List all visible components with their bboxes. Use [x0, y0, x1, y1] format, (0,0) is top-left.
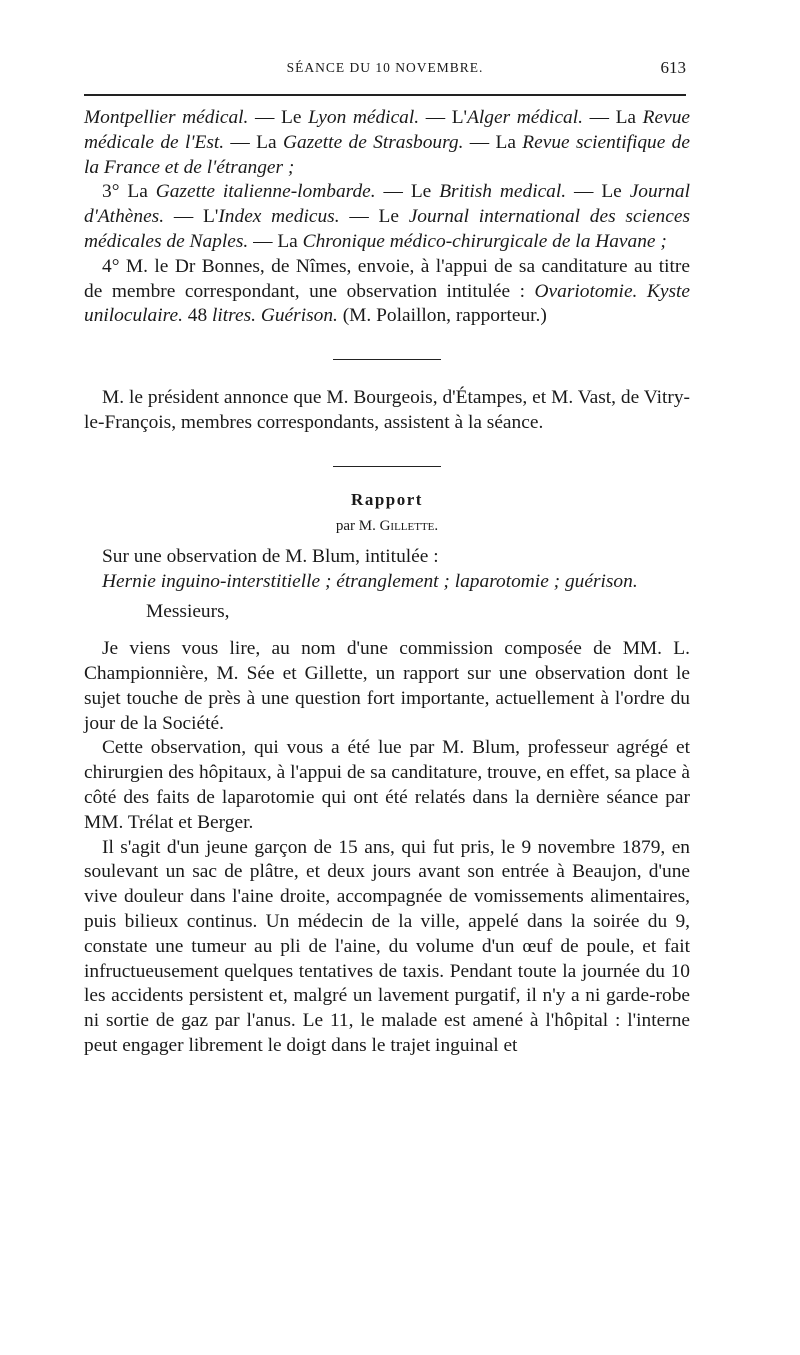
- italic-title: litres. Guérison.: [212, 305, 338, 327]
- subject-title-text: Hernie inguino-interstitielle ; étranglement ; laparotomie ; guérison.: [102, 570, 638, 592]
- italic-title: British medical.: [439, 181, 567, 203]
- report-author-prefix: par M.: [335, 517, 380, 534]
- section-separator: [333, 359, 441, 360]
- salutation: Messieurs,: [146, 601, 230, 623]
- italic-title: Journal d'Athènes.: [84, 181, 691, 228]
- text-run: 4° M. le Dr Bonnes, de Nîmes, envoie, à l'appui de sa canditature au titre de membre correspondant, une observation intitulée :: [84, 255, 690, 302]
- page-body: [84, 106, 690, 1059]
- text-run: — La: [224, 131, 283, 153]
- italic-title: Journal international des sciences médicales de Naples.: [84, 206, 691, 252]
- list-item-3: [84, 180, 690, 254]
- page-header: [84, 58, 686, 86]
- list-item-4: [84, 255, 690, 329]
- text-run: — L': [164, 206, 219, 228]
- subject-intro: Sur une observation de M. Blum, intitulée :: [102, 545, 439, 567]
- text-run: — Le: [339, 206, 409, 228]
- italic-title: Revue scientifique de la France et de l'étranger ;: [84, 131, 690, 178]
- text-run: — Le: [248, 107, 309, 128]
- president-announcement: M. le président annonce que M. Bourgeois, d'Étampes, et M. Vast, de Vitry-le-François, membres correspondants, assistent à la séance.: [84, 387, 690, 433]
- body-paragraph: Je viens vous lire, au nom d'une commission composée de MM. L. Championnière, M. Sée et Gillette, un rapport sur une observation dont le sujet touche de près à une question fort importante, actuellement à l'ordre du jour de la Société.: [84, 638, 690, 734]
- body-paragraph: Cette observation, qui vous a été lue par M. Blum, professeur agrégé et chirurgien des hôpitaux, à l'appui de sa canditature, trouve, en effet, sa place à côté des faits de laparotomie qui ont été relatés dans la dernière séance par MM. Trélat et Berger.: [84, 737, 690, 833]
- text-run: 48: [182, 305, 213, 327]
- italic-title: Alger médical.: [467, 107, 583, 128]
- text-run: 3° La: [102, 181, 156, 203]
- text-run: — La: [248, 230, 303, 252]
- report-author: [84, 511, 690, 541]
- italic-title: Montpellier médical.: [84, 107, 249, 128]
- text-run: — La: [582, 107, 643, 128]
- italic-title: Index medicus.: [218, 206, 340, 228]
- italic-title: Lyon médical.: [308, 107, 420, 128]
- text-run: (M. Polaillon, rapporteur.): [337, 305, 547, 327]
- italic-title: Gazette italienne-lombarde.: [155, 181, 376, 203]
- text-run: — Le: [566, 181, 630, 203]
- text-run: — Le: [375, 181, 440, 203]
- subject-title: [84, 570, 690, 595]
- page-number: 613: [660, 58, 686, 77]
- text-run: — L': [419, 107, 468, 128]
- section-separator: [333, 466, 441, 467]
- italic-title: Ovariotomie. Kyste uniloculaire.: [84, 280, 690, 327]
- italic-title: Gazette de Strasbourg.: [282, 131, 464, 153]
- body-paragraph: Il s'agit d'un jeune garçon de 15 ans, qui fut pris, le 9 novembre 1879, en soulevant un sac de plâtre, et deux jours avant son entrée à Beaujon, d'une vive douleur dans l'aine droite, accompagnée de vomissements alimentaires, puis bilieux continus. Un médecin de la ville, appelé dans la soirée du 9, constate une tumeur au pli de l'aine, du volume d'un œuf de poule, et fait infructueusement quelques tentatives de taxis. Pendant toute la journée du 10 les accidents persistent et, malgré un lavement purgatif, il n'y a ni garde-robe ni sortie de gaz par l'anus. Le 11, le malade est amené à l'hôpital : l'interne peut engager librement le doigt dans le trajet inguinal et: [84, 836, 690, 1056]
- running-title: SÉANCE DU 10 NOVEMBRE.: [286, 60, 484, 75]
- italic-title: Chronique médico-chirurgicale de la Havane ;: [302, 230, 667, 252]
- italic-title: Revue médicale de l'Est.: [84, 107, 691, 153]
- journal-list-continued: [84, 106, 690, 180]
- report-author-name: Gillette.: [379, 517, 439, 534]
- text-run: — La: [463, 131, 523, 153]
- report-title: Rapport: [351, 489, 423, 509]
- header-rule: [84, 94, 686, 96]
